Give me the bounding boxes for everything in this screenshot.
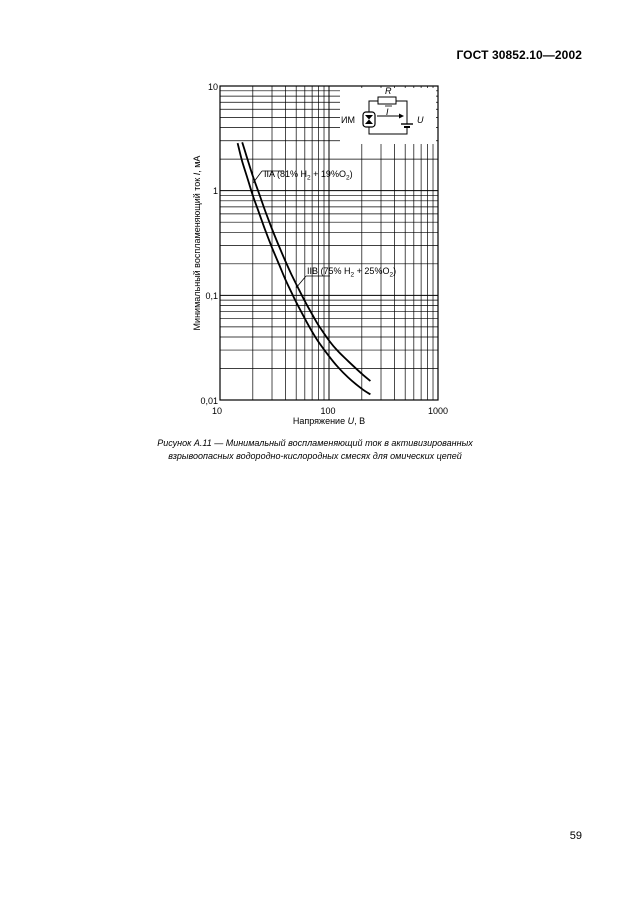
y-tick-label-10: 10 (207, 82, 218, 92)
inset-voltage-label: U (417, 115, 424, 125)
x-tick-label-100: 100 (320, 406, 336, 416)
document-standard-number: ГОСТ 30852.10—2002 (456, 48, 582, 62)
x-tick-label-10: 10 (211, 406, 223, 416)
series-label-iia-leader (253, 171, 262, 183)
series-label-iia-text: IIA (81% $H_2 + 19\%O_2$) (264, 169, 353, 182)
y-tick-label-0-01: 0,01 (200, 396, 218, 406)
figure-caption-line-1: Рисунок А.11 — Минимальный воспламеняющий ток в активизированных (157, 438, 473, 448)
page-number: 59 (569, 830, 582, 842)
circuit-diagram-inset (340, 86, 436, 144)
y-tick-label-0-1: 0,1 (205, 291, 218, 301)
figure-caption-line-2: взрывоопасных водородно-кислородных смесях для омических цепей (168, 451, 462, 461)
series-label-iia (253, 169, 353, 183)
x-axis-title: Напряжение U, В (292, 416, 366, 426)
inset-current-label: I (386, 107, 389, 117)
y-axis-title: Минимальный воспламеняющий ток I, мА (192, 155, 202, 331)
figure-caption (110, 437, 520, 463)
y-tick-label-1: 1 (212, 186, 218, 196)
inset-source-label: ИМ (341, 115, 355, 125)
x-tick-label-1000: 1000 (427, 406, 449, 416)
series-label-iib-text: IIB (75% $H_2 + 25\%O_2$) (307, 266, 397, 279)
inset-resistor-label: R (385, 86, 392, 96)
